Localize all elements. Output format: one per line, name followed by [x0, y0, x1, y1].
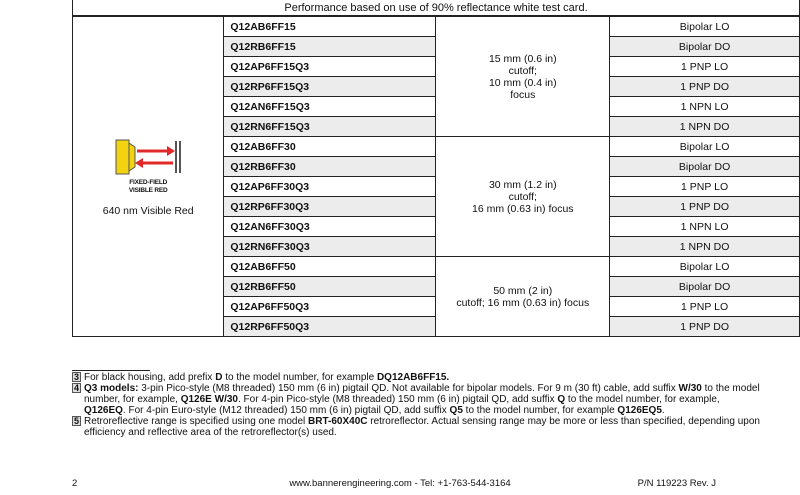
model-number: Q12RN6FF15Q3: [224, 117, 436, 137]
footer-contact: www.bannerengineering.com - Tel: +1-763-544-3164: [289, 478, 511, 489]
output-type: Bipolar LO: [610, 17, 800, 37]
output-type: Bipolar LO: [610, 257, 800, 277]
model-number: Q12RB6FF50: [224, 277, 436, 297]
model-number: Q12RN6FF30Q3: [224, 237, 436, 257]
footnote-rule: [72, 370, 150, 371]
output-type: 1 PNP LO: [610, 177, 800, 197]
model-number: Q12RP6FF50Q3: [224, 317, 436, 337]
footnote-text: retroreflector. Actual sensing range may be more or less than specified, depending upon efficiency and reflective area of the retroreflector(s) used.: [84, 416, 760, 438]
range-line: focus: [510, 88, 536, 101]
model-number: Q12AB6FF50: [224, 257, 436, 277]
model-number: Q12RP6FF30Q3: [224, 197, 436, 217]
output-type: 1 NPN LO: [610, 217, 800, 237]
footnote: [72, 383, 762, 416]
footnote-text: to the model number, for example: [222, 372, 377, 383]
models-table: [72, 16, 800, 337]
range-line: cutoff;: [508, 190, 537, 203]
icon-label-visible-red: VISIBLE RED: [128, 186, 168, 194]
range-cell: [436, 257, 610, 337]
footnote-text: Q126EQ5: [617, 405, 662, 416]
model-number: Q12RB6FF30: [224, 157, 436, 177]
output-type: Bipolar LO: [610, 137, 800, 157]
footnotes: [72, 372, 762, 438]
footnote: [72, 372, 762, 383]
footnote-text: .: [661, 405, 665, 416]
footnote: [72, 416, 762, 438]
range-cell: [436, 17, 610, 137]
output-type: Bipolar DO: [610, 277, 800, 297]
model-number: Q12AB6FF30: [224, 137, 436, 157]
footnote-number: 3: [73, 372, 79, 382]
output-type: 1 PNP DO: [610, 317, 800, 337]
output-type: 1 NPN LO: [610, 97, 800, 117]
footnote-number: 4: [73, 383, 79, 393]
range-line: 10 mm (0.4 in): [488, 76, 557, 89]
model-number: Q12AN6FF15Q3: [224, 97, 436, 117]
footnote-text: W/30: [678, 383, 702, 394]
range-line: cutoff; 16 mm (0.63 in) focus: [456, 296, 590, 309]
footnote-text: . For 4-pin Pico-style (M8 threaded) 150 mm (6 in) pigtail QD, add suffix: [237, 394, 558, 405]
footnote-text: to the model number, for example,: [565, 394, 720, 405]
model-number: Q12RP6FF15Q3: [224, 77, 436, 97]
part-number: P/N 119223 Rev. J: [637, 478, 716, 489]
footnote-text: to the model number, for example,: [84, 383, 760, 405]
fixed-field-sensor-icon: [113, 137, 183, 177]
range-line: 30 mm (1.2 in): [488, 178, 557, 191]
page-footer: [0, 478, 800, 490]
table-row: [73, 17, 800, 37]
output-type: Bipolar DO: [610, 37, 800, 57]
range-line: 16 mm (0.63 in) focus: [472, 202, 574, 215]
output-type: 1 PNP DO: [610, 197, 800, 217]
output-type: 1 PNP LO: [610, 297, 800, 317]
output-type: 1 NPN DO: [610, 117, 800, 137]
model-number: Q12AP6FF30Q3: [224, 177, 436, 197]
footnote-text: BRT-60X40C: [308, 416, 368, 427]
footnote-text: Q126EQ: [84, 405, 123, 416]
footnote-text: Q126E W/30: [180, 394, 238, 405]
footnote-text: D: [215, 372, 223, 383]
footnote-number: 5: [73, 416, 79, 426]
footnote-text: Q: [557, 394, 566, 405]
model-number: Q12RB6FF15: [224, 37, 436, 57]
range-line: 50 mm (2 in): [493, 284, 553, 297]
footnote-text: to the model number, for example: [462, 405, 618, 416]
output-type: Bipolar DO: [610, 157, 800, 177]
footnote-text: Q3 models:: [84, 383, 139, 394]
footnote-text: 3-pin Pico-style (M8 threaded) 150 mm (6 in) pigtail QD. Not available for bipolar models. For 9 m (30 ft) cable, add suffix: [138, 383, 679, 394]
sensor-name: 640 nm Visible Red: [102, 204, 194, 217]
model-number: Q12AN6FF30Q3: [224, 217, 436, 237]
sensor-cell: [73, 17, 224, 337]
output-type: 1 PNP LO: [610, 57, 800, 77]
footnote-text: Retroreflective range is specified using one model: [84, 416, 309, 427]
model-number: Q12AP6FF15Q3: [224, 57, 436, 77]
footnote-text: For black housing, add prefix: [84, 372, 216, 383]
page-number: 2: [72, 478, 78, 489]
footnote-text: DQ12AB6FF15.: [376, 372, 450, 383]
range-line: cutoff;: [508, 64, 537, 77]
model-number: Q12AP6FF50Q3: [224, 297, 436, 317]
table-caption: Performance based on use of 90% reflectance white test card.: [72, 0, 800, 16]
range-cell: [436, 137, 610, 257]
output-type: 1 NPN DO: [610, 237, 800, 257]
range-line: 15 mm (0.6 in): [488, 52, 557, 65]
footnote-text: Q5: [449, 405, 463, 416]
icon-label-fixed-field: FIXED-FIELD: [129, 178, 168, 186]
output-type: 1 PNP DO: [610, 77, 800, 97]
footnote-text: . For 4-pin Euro-style (M12 threaded) 150 mm (6 in) pigtail QD, add suffix: [122, 405, 450, 416]
model-number: Q12AB6FF15: [224, 17, 436, 37]
